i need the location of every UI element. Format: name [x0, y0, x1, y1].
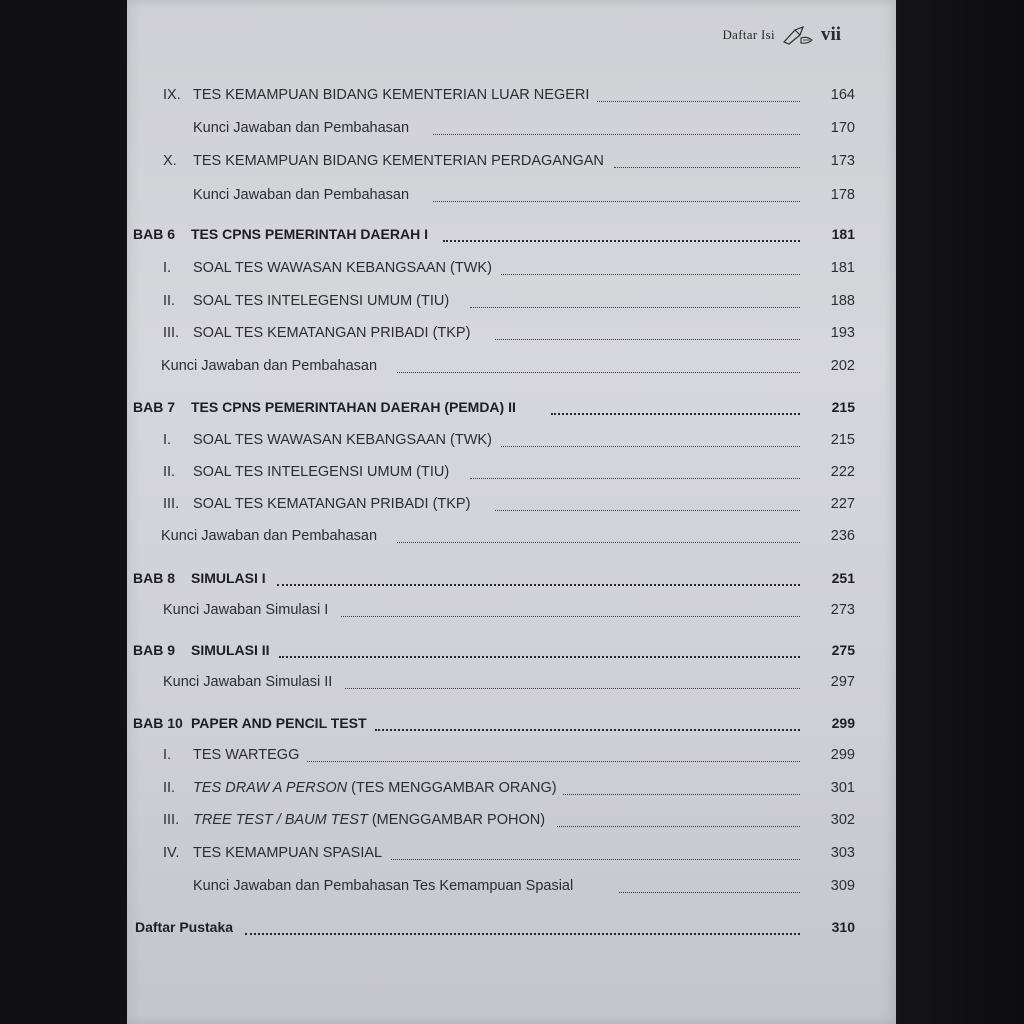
- toc-entry[interactable]: [127, 323, 896, 345]
- toc-title: TES KEMAMPUAN SPASIAL: [193, 845, 383, 861]
- toc-standalone[interactable]: [127, 917, 896, 939]
- toc-number: II.: [163, 464, 176, 480]
- toc-chapter-title: PAPER AND PENCIL TEST: [191, 715, 367, 731]
- toc-title-rest: (TES MENGGAMBAR ORANG): [347, 780, 557, 796]
- book-page: [127, 0, 896, 1024]
- toc-entry[interactable]: [127, 876, 896, 898]
- toc-page: 251: [831, 570, 855, 586]
- toc-entry[interactable]: [127, 462, 896, 484]
- toc-title: Kunci Jawaban dan Pembahasan: [193, 120, 410, 136]
- toc-leader: [391, 859, 800, 860]
- toc-chapter-number: BAB 10: [133, 715, 183, 731]
- toc-leader: [563, 794, 800, 795]
- toc-chapter-number: BAB 7: [133, 399, 176, 415]
- toc-page: 273: [830, 602, 855, 618]
- toc-entry[interactable]: [127, 778, 896, 800]
- toc-leader: [501, 446, 800, 447]
- toc-leader: [245, 933, 800, 935]
- toc-number: II.: [163, 780, 176, 796]
- toc-page: 297: [830, 674, 855, 690]
- toc-chapter-number: BAB 9: [133, 642, 176, 658]
- toc-number: IX.: [163, 87, 181, 103]
- toc-leader: [614, 167, 800, 168]
- page-header: [722, 24, 841, 46]
- toc-entry[interactable]: [127, 810, 896, 832]
- toc-page: 164: [830, 87, 855, 103]
- toc-chapter-number: BAB 8: [133, 570, 176, 586]
- toc-leader: [495, 339, 800, 340]
- toc-entry[interactable]: [127, 672, 896, 694]
- toc-leader: [551, 413, 800, 415]
- toc-title-italic: TES DRAW A PERSON: [193, 780, 348, 796]
- toc-entry[interactable]: [127, 185, 896, 207]
- toc-page: 303: [830, 845, 855, 861]
- toc-leader: [375, 729, 800, 731]
- toc-number: X.: [163, 153, 177, 169]
- toc-chapter[interactable]: [127, 640, 896, 662]
- toc-title: TES KEMAMPUAN BIDANG KEMENTERIAN LUAR NEGERI: [193, 87, 590, 103]
- toc-title: SOAL TES KEMATANGAN PRIBADI (TKP): [193, 496, 471, 512]
- toc-number: IV.: [163, 845, 180, 861]
- toc-page: 236: [830, 528, 855, 544]
- toc-number: III.: [163, 325, 180, 341]
- toc-number: II.: [163, 293, 176, 309]
- toc-entry[interactable]: [127, 843, 896, 865]
- toc-page: 222: [830, 464, 855, 480]
- toc-leader: [397, 542, 800, 543]
- toc-chapter-number: BAB 6: [133, 226, 176, 242]
- toc-page: 275: [831, 642, 855, 658]
- toc-leader: [307, 761, 800, 762]
- toc-page: 202: [830, 358, 855, 374]
- toc-number: III.: [163, 812, 180, 828]
- toc-entry[interactable]: [127, 745, 896, 767]
- pen-hand-icon: [781, 24, 815, 46]
- toc-page: 301: [830, 780, 855, 796]
- toc-number: I.: [163, 260, 172, 276]
- toc-title: SOAL TES WAWASAN KEBANGSAAN (TWK): [193, 260, 492, 276]
- toc-chapter-title: TES CPNS PEMERINTAH DAERAH I: [191, 226, 428, 242]
- toc-entry[interactable]: [127, 85, 896, 107]
- toc-page: 299: [830, 747, 855, 763]
- toc-page: 309: [830, 878, 855, 894]
- toc-leader: [470, 307, 800, 308]
- toc-page: 193: [830, 325, 855, 341]
- toc-leader: [433, 201, 800, 202]
- toc-title: SOAL TES KEMATANGAN PRIBADI (TKP): [193, 325, 471, 341]
- toc-leader: [279, 656, 800, 658]
- background-right: [894, 0, 1024, 1024]
- toc-title: TES WARTEGG: [193, 747, 300, 763]
- toc-chapter-title: TES CPNS PEMERINTAHAN DAERAH (PEMDA) II: [191, 399, 516, 415]
- toc-page: 173: [830, 153, 855, 169]
- toc-title: SOAL TES WAWASAN KEBANGSAAN (TWK): [193, 432, 492, 448]
- toc-number: I.: [163, 432, 172, 448]
- toc-entry[interactable]: [127, 526, 896, 548]
- toc-title: [193, 778, 557, 798]
- toc-chapter[interactable]: [127, 397, 896, 419]
- toc-number: III.: [163, 496, 180, 512]
- toc-entry[interactable]: [127, 151, 896, 173]
- toc-entry[interactable]: [127, 430, 896, 452]
- toc-leader: [501, 274, 800, 275]
- toc-entry[interactable]: [127, 494, 896, 516]
- toc-standalone-title: Daftar Pustaka: [135, 919, 234, 935]
- toc-leader: [557, 826, 800, 827]
- toc-title: SOAL TES INTELEGENSI UMUM (TIU): [193, 293, 450, 309]
- toc-entry[interactable]: [127, 356, 896, 378]
- toc-number: I.: [163, 747, 172, 763]
- toc-chapter[interactable]: [127, 568, 896, 590]
- toc-title: Kunci Jawaban Simulasi II: [163, 674, 333, 690]
- toc-leader: [443, 240, 800, 242]
- toc-page: 302: [830, 812, 855, 828]
- toc-title-rest: (MENGGAMBAR POHON): [367, 812, 546, 828]
- toc-title: TES KEMAMPUAN BIDANG KEMENTERIAN PERDAGANGAN: [193, 153, 604, 169]
- toc-leader: [433, 134, 800, 135]
- toc-page: 227: [830, 496, 855, 512]
- background-left: [0, 0, 128, 1024]
- toc-title: Kunci Jawaban dan Pembahasan: [161, 358, 378, 374]
- toc-title: Kunci Jawaban dan Pembahasan: [193, 187, 410, 203]
- toc-entry[interactable]: [127, 291, 896, 313]
- toc-title: Kunci Jawaban dan Pembahasan Tes Kemampuan Spasial: [193, 878, 574, 894]
- toc-title: Kunci Jawaban dan Pembahasan: [161, 528, 378, 544]
- toc-page: 181: [831, 226, 855, 242]
- toc-leader: [597, 101, 800, 102]
- toc-page: 170: [830, 120, 855, 136]
- toc-chapter[interactable]: [127, 713, 896, 735]
- toc-leader: [397, 372, 800, 373]
- header-page-number: vii: [820, 24, 841, 45]
- toc-title: [193, 810, 545, 830]
- toc-chapter-title: SIMULASI II: [191, 642, 270, 658]
- toc-page: 299: [831, 715, 855, 731]
- toc-page: 181: [830, 260, 855, 276]
- toc-page: 215: [831, 399, 855, 415]
- toc-leader: [619, 892, 800, 893]
- toc-chapter-title: SIMULASI I: [191, 570, 266, 586]
- toc-leader: [495, 510, 800, 511]
- toc-title: SOAL TES INTELEGENSI UMUM (TIU): [193, 464, 450, 480]
- toc-title-italic: TREE TEST / BAUM TEST: [193, 812, 368, 828]
- header-title: Daftar Isi: [722, 27, 775, 42]
- toc-chapter[interactable]: [127, 224, 896, 246]
- toc-leader: [345, 688, 800, 689]
- toc-leader: [470, 478, 800, 479]
- toc-page: 310: [831, 919, 855, 935]
- toc-entry[interactable]: [127, 600, 896, 622]
- toc-entry[interactable]: [127, 118, 896, 140]
- toc-page: 178: [830, 187, 855, 203]
- toc-leader: [277, 584, 800, 586]
- toc-entry[interactable]: [127, 258, 896, 280]
- toc-page: 188: [830, 293, 855, 309]
- toc-leader: [341, 616, 800, 617]
- toc-title: Kunci Jawaban Simulasi I: [163, 602, 329, 618]
- toc-page: 215: [830, 432, 855, 448]
